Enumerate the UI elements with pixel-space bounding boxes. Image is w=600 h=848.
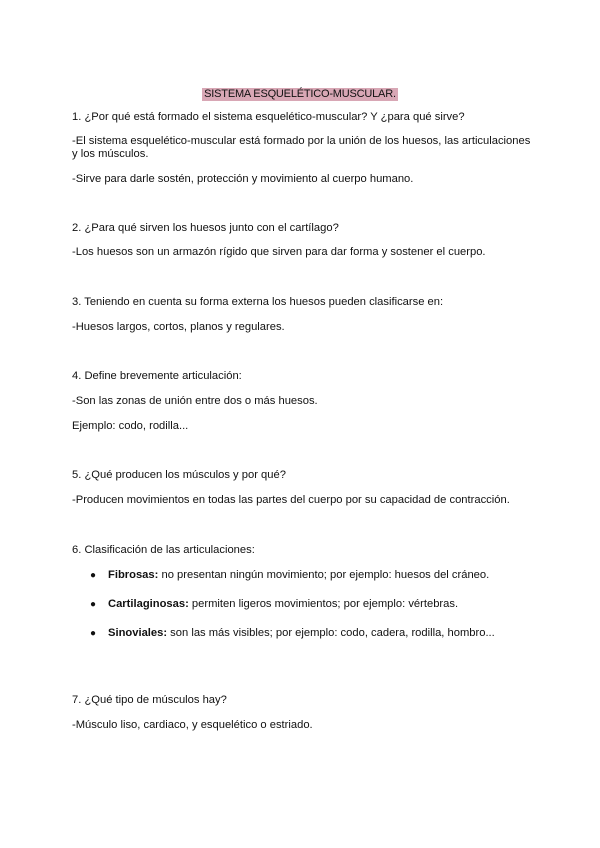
- desc-sinoviales: son las más visibles; por ejemplo: codo, cadera, rodilla, hombro...: [167, 627, 495, 639]
- answer-5: -Producen movimientos en todas las partes del cuerpo por su capacidad de contracción.: [72, 494, 510, 506]
- term-fibrosas: Fibrosas:: [108, 569, 159, 581]
- question-5: 5. ¿Qué producen los músculos y por qué?: [72, 469, 286, 481]
- example-4: Ejemplo: codo, rodilla...: [72, 420, 189, 432]
- term-cartilaginosas: Cartilaginosas:: [108, 598, 189, 610]
- title-container: [0, 84, 600, 102]
- desc-cartilaginosas: permiten ligeros movimientos; por ejemplo: vértebras.: [188, 598, 459, 610]
- question-6: 6. Clasificación de las articulaciones:: [72, 544, 255, 556]
- question-7: 7. ¿Qué tipo de músculos hay?: [72, 694, 227, 706]
- question-2: 2. ¿Para qué sirven los huesos junto con el cartílago?: [72, 222, 339, 234]
- bullet-icon: ●: [90, 570, 97, 581]
- answer-3: -Huesos largos, cortos, planos y regulares.: [72, 321, 285, 333]
- answer-2: -Los huesos son un armazón rígido que sirven para dar forma y sostener el cuerpo.: [72, 246, 486, 258]
- answer-1a: -El sistema esquelético-muscular está formado por la unión de los huesos, las articulaciones y los músculos.: [72, 135, 531, 160]
- document-title: SISTEMA ESQUELÉTICO-MUSCULAR.: [204, 88, 396, 100]
- answer-1b: -Sirve para darle sostén, protección y movimiento al cuerpo humano.: [72, 173, 414, 185]
- term-sinoviales: Sinoviales:: [108, 627, 168, 639]
- question-1: 1. ¿Por qué está formado el sistema esquelético-muscular? Y ¿para qué sirve?: [72, 111, 465, 123]
- answer-4: -Son las zonas de unión entre dos o más huesos.: [72, 395, 318, 407]
- desc-fibrosas: no presentan ningún movimiento; por ejemplo: huesos del cráneo.: [158, 569, 490, 581]
- question-4: 4. Define brevemente articulación:: [72, 370, 242, 382]
- bullet-icon: ●: [90, 628, 97, 639]
- question-3: 3. Teniendo en cuenta su forma externa los huesos pueden clasificarse en:: [72, 296, 444, 308]
- answer-7: -Músculo liso, cardiaco, y esquelético o estriado.: [72, 719, 313, 731]
- bullet-icon: ●: [90, 599, 97, 610]
